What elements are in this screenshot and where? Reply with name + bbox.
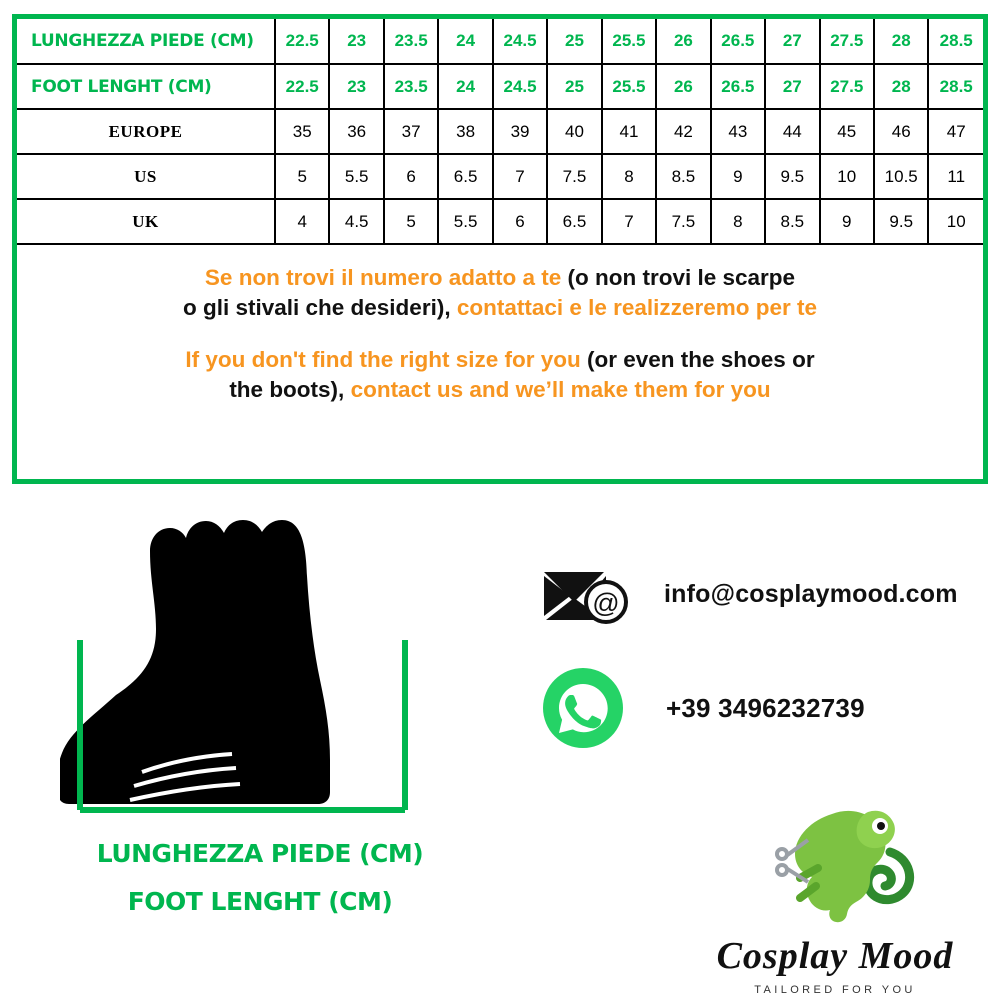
cell: 4.5 [329,199,383,244]
table-row [17,64,983,109]
cell: 5 [275,154,329,199]
svg-text:@: @ [592,588,620,618]
cell: 8 [602,154,656,199]
cell: 26.5 [711,19,765,64]
cell: 22.5 [275,19,329,64]
cell: 8.5 [656,154,710,199]
note-spacer [47,323,953,345]
cell: 27.5 [820,19,874,64]
cell: 24 [438,19,492,64]
foot-caption [0,830,520,925]
cell: 9 [711,154,765,199]
cell: 26 [656,19,710,64]
foot-caption-en: FOOT LENGHT (CM) [127,886,393,916]
note-it-line2-dark: o gli stivali che desideri), [182,295,451,321]
cell: 39 [493,109,547,154]
note-it-line1 [47,263,953,293]
cell: 37 [384,109,438,154]
cell: 23.5 [384,64,438,109]
cell: 6.5 [547,199,601,244]
table-row [17,109,983,154]
row-label: UK [17,199,275,244]
email-row[interactable] [540,562,958,626]
cell: 6 [384,154,438,199]
table-row [17,199,983,244]
cell: 9.5 [765,154,819,199]
cell: 45 [820,109,874,154]
cell: 25 [547,64,601,109]
cell: 27 [765,64,819,109]
cell: 25.5 [602,64,656,109]
cell: 24.5 [493,64,547,109]
foot-caption-it: LUNGHEZZA PIEDE (CM) [96,839,424,868]
table-row [17,19,983,64]
cell: 7.5 [547,154,601,199]
cell: 27.5 [820,64,874,109]
whatsapp-icon [540,665,626,751]
note-en-line2 [47,375,953,405]
email-address[interactable]: info@cosplaymood.com [664,579,958,608]
note-en-line1-orange: If you don't find the right size for you [185,347,581,373]
cell: 40 [547,109,601,154]
cell: 25.5 [602,19,656,64]
row-label: EUROPE [17,109,275,154]
cell: 42 [656,109,710,154]
note-en-line1-dark: (or even the shoes or [587,347,815,373]
cell: 24 [438,64,492,109]
size-table-card [12,14,988,484]
cell: 9 [820,199,874,244]
note-it-line1-orange: Se non trovi il numero adatto a te [204,265,562,290]
cell: 47 [928,109,983,154]
row-label: FOOT LENGHT (CM) [17,64,275,109]
note-en-line2-dark: the boots), [229,377,345,403]
cell: 10.5 [874,154,928,199]
note-en-line1 [47,345,953,375]
cell: 24.5 [493,19,547,64]
row-label: US [17,154,275,199]
note-it-line1-dark: (o non trovi le scarpe [567,265,796,290]
cell: 26 [656,64,710,109]
cell: 7 [493,154,547,199]
cell: 23 [329,64,383,109]
cell: 46 [874,109,928,154]
phone-row[interactable] [540,665,865,751]
cell: 7 [602,199,656,244]
cell: 35 [275,109,329,154]
cell: 7.5 [656,199,710,244]
cell: 10 [928,199,983,244]
cell: 43 [711,109,765,154]
brand-name: Cosplay Mood [716,935,954,977]
table-row [17,154,983,199]
cell: 28 [874,19,928,64]
contact-block [520,500,1000,1000]
cell: 23.5 [384,19,438,64]
cell: 5.5 [438,199,492,244]
cell: 25 [547,19,601,64]
cell: 6 [493,199,547,244]
note-it-line2 [47,293,953,323]
foot-measure-diagram [0,500,520,1000]
cell: 8.5 [765,199,819,244]
cell: 22.5 [275,64,329,109]
cell: 38 [438,109,492,154]
cell: 5.5 [329,154,383,199]
note-it-line2-orange: contattaci e le realizzeremo per te [456,295,817,321]
foot-silhouette-icon [60,510,460,830]
cell: 6.5 [438,154,492,199]
cell: 28.5 [928,19,983,64]
email-icon [540,562,636,626]
phone-number[interactable]: +39 3496232739 [666,692,865,723]
cell: 4 [275,199,329,244]
brand-tagline: TAILORED FOR YOU [754,984,916,996]
cell: 10 [820,154,874,199]
row-label: LUNGHEZZA PIEDE (CM) [17,19,275,64]
contact-note [17,245,983,406]
cell: 8 [711,199,765,244]
cell: 36 [329,109,383,154]
cell: 5 [384,199,438,244]
cell: 9.5 [874,199,928,244]
chameleon-icon [740,790,930,925]
cell: 11 [928,154,983,199]
note-en-line2-orange: contact us and we’ll make them for you [350,377,771,403]
cell: 23 [329,19,383,64]
size-table [17,19,983,245]
cell: 26.5 [711,64,765,109]
cell: 41 [602,109,656,154]
cell: 44 [765,109,819,154]
cell: 28.5 [928,64,983,109]
cell: 28 [874,64,928,109]
cell: 27 [765,19,819,64]
brand-logo [670,790,1000,996]
